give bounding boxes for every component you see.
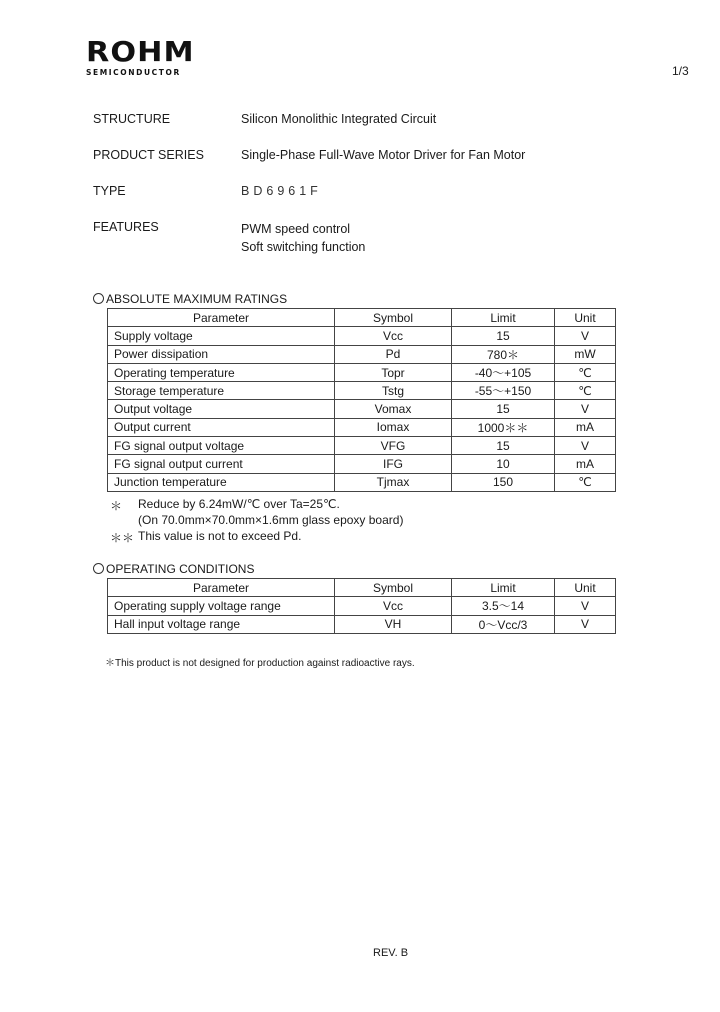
header-unit: Unit [555,309,616,327]
features-label: FEATURES [93,220,159,234]
rohm-logo [86,35,195,77]
cell-unit: ℃ [555,363,616,381]
cell-symbol: Vcc [335,597,452,615]
cell-symbol: Vomax [335,400,452,418]
circle-bullet-icon [93,563,104,574]
logo-wordmark: ROHM [86,35,195,68]
op-cond-title-text: OPERATING CONDITIONS [106,562,255,576]
cell-symbol: VFG [335,437,452,455]
type-label: TYPE [93,184,126,198]
header-parameter: Parameter [108,579,335,597]
cell-unit: V [555,327,616,345]
cell-symbol: Pd [335,345,452,363]
cell-limit: 3.5～14 [452,597,555,615]
table-row [108,437,616,455]
cell-unit: V [555,437,616,455]
table-row [108,345,616,363]
cell-symbol: Iomax [335,418,452,436]
product-series-value: Single-Phase Full-Wave Motor Driver for Fan Motor [241,148,526,162]
cell-limit: 780＊ [452,345,555,363]
cell-unit: V [555,597,616,615]
abs-max-table [107,308,616,492]
header-symbol: Symbol [335,579,452,597]
cell-unit: mW [555,345,616,363]
circle-bullet-icon [93,293,104,304]
cell-limit: -40～+105 [452,363,555,381]
cell-limit: 15 [452,327,555,345]
page-number: 1/3 [672,64,689,78]
cell-unit: ℃ [555,382,616,400]
footnote-1-subtext: (On 70.0mm×70.0mm×1.6mm glass epoxy board) [138,513,404,527]
table-header-row [108,309,616,327]
table-row [108,597,616,615]
revision-label: REV. B [373,947,409,959]
op-cond-title [93,562,254,576]
type-value: BD6961F [241,184,322,198]
table-row [108,418,616,436]
header-unit: Unit [555,579,616,597]
cell-limit: 150 [452,473,555,491]
structure-label: STRUCTURE [93,112,171,126]
cell-unit: V [555,400,616,418]
op-cond-table [107,578,616,634]
footnote-2-text: This value is not to exceed Pd. [138,529,302,543]
cell-parameter: Power dissipation [108,345,335,363]
cell-limit: 15 [452,437,555,455]
cell-symbol: Topr [335,363,452,381]
table-row [108,327,616,345]
table-row [108,363,616,381]
cell-symbol: Vcc [335,327,452,345]
feature-item: Soft switching function [241,240,366,254]
radiation-disclaimer: ＊This product is not designed for production against radioactive rays. [105,658,415,669]
cell-limit: -55～+150 [452,382,555,400]
cell-limit: 1000＊＊ [452,418,555,436]
table-row [108,400,616,418]
cell-unit: mA [555,418,616,436]
header-symbol: Symbol [335,309,452,327]
cell-unit: mA [555,455,616,473]
cell-parameter: Storage temperature [108,382,335,400]
cell-unit: V [555,615,616,633]
cell-parameter: Hall input voltage range [108,615,335,633]
abs-max-title-text: ABSOLUTE MAXIMUM RATINGS [106,292,288,306]
table-row [108,615,616,633]
header-limit: Limit [452,309,555,327]
feature-item: PWM speed control [241,222,351,236]
features-list [241,220,365,256]
table-row [108,455,616,473]
table-row [108,382,616,400]
cell-limit: 10 [452,455,555,473]
logo-subtitle: SEMICONDUCTOR [86,68,181,77]
cell-parameter: Operating supply voltage range [108,597,335,615]
footnote-1-text: Reduce by 6.24mW/℃ over Ta=25℃. [138,497,340,511]
cell-limit: 15 [452,400,555,418]
cell-unit: ℃ [555,473,616,491]
cell-symbol: IFG [335,455,452,473]
header-limit: Limit [452,579,555,597]
cell-parameter: Junction temperature [108,473,335,491]
cell-parameter: FG signal output voltage [108,437,335,455]
footnote-1-mark: ＊ [110,499,123,513]
cell-symbol: Tstg [335,382,452,400]
cell-parameter: Output current [108,418,335,436]
product-series-label: PRODUCT SERIES [93,148,204,162]
cell-symbol: VH [335,615,452,633]
abs-max-title [93,292,287,306]
table-row [108,473,616,491]
footnote-2-mark: ＊＊ [110,531,135,545]
structure-value: Silicon Monolithic Integrated Circuit [241,112,437,126]
cell-parameter: Operating temperature [108,363,335,381]
header-parameter: Parameter [108,309,335,327]
cell-parameter: FG signal output current [108,455,335,473]
cell-limit: 0～Vcc/3 [452,615,555,633]
cell-parameter: Output voltage [108,400,335,418]
table-header-row [108,579,616,597]
cell-parameter: Supply voltage [108,327,335,345]
cell-symbol: Tjmax [335,473,452,491]
